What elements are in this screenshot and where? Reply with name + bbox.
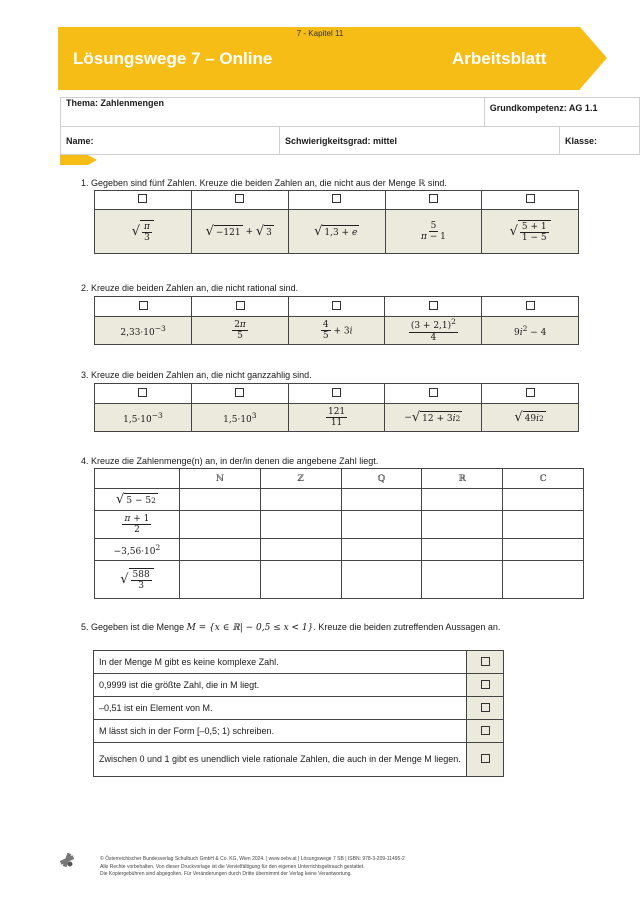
checkbox[interactable] [235, 194, 244, 203]
class-field[interactable]: Klasse: [560, 127, 640, 155]
cell[interactable] [341, 511, 422, 539]
option-3e: √ 49 i 2 [482, 404, 579, 432]
cell[interactable] [422, 511, 503, 539]
cell[interactable] [179, 511, 260, 539]
question-4-table [94, 468, 584, 599]
option-3a: $1,5\cdot 10^{-3}$ [95, 404, 192, 432]
cell[interactable] [503, 561, 584, 599]
number-4d: √ $\frac{588}{3}$ [95, 561, 180, 599]
number-4a: √ 5 − 5 2 [95, 489, 180, 511]
option-1a: √ $\frac{\pi}{3}$ [95, 210, 192, 254]
statement-5: Zwischen 0 und 1 gibt es unendlich viele rationale Zahlen, die auch in der Menge M liegen. [94, 743, 467, 777]
statement-2: 0,9999 ist die größte Zahl, die in M liegt. [94, 674, 467, 697]
number-4b: $\frac{\pi + 1}{2}$ [95, 511, 180, 539]
checkbox[interactable] [236, 301, 245, 310]
checkbox[interactable] [481, 657, 490, 666]
option-1d: $\frac{5}{\pi - 1}$ [385, 210, 482, 254]
checkbox[interactable] [429, 388, 438, 397]
checkbox[interactable] [481, 680, 490, 689]
option-2c: $\frac{4}{5}$ + 3i [288, 317, 385, 345]
footer-copyright: © Österreichischer Bundesverlag Schulbuch GmbH & Co. KG, Wien 2024. | www.oebv.at | Lösungswege 7 SB | ISBN: 978-3-209-11495-2 Alle Rechte vorbehalten. Von dieser Druckvorlage ist die Vervielfältigung für den eigenen Unterrichtsgebrauch gestattet. Die Kopiergebühren sind abgegolten. Für Veränderungen durch Dritte übernimmt der Verlag keine Verantwortung. [100, 856, 405, 877]
name-field[interactable]: Name: [61, 127, 280, 155]
checkbox[interactable] [481, 726, 490, 735]
question-2-table [94, 296, 579, 345]
checkbox[interactable] [429, 301, 438, 310]
cell[interactable] [503, 489, 584, 511]
cell[interactable] [422, 489, 503, 511]
cell[interactable] [260, 511, 341, 539]
question-1-text: 1. Gegeben sind fünf Zahlen. Kreuze die beiden Zahlen an, die nicht aus der Menge ℝ sind. [81, 178, 447, 188]
statement-1: In der Menge M gibt es keine komplexe Zahl. [94, 651, 467, 674]
checkbox[interactable] [138, 388, 147, 397]
number-4c: $-3,56\cdot 10^2$ [95, 539, 180, 561]
cell[interactable] [179, 539, 260, 561]
checkbox[interactable] [481, 754, 490, 763]
cell[interactable] [179, 561, 260, 599]
worksheet-title: Lösungswege 7 – Online [73, 49, 273, 68]
cell[interactable] [422, 561, 503, 599]
set-integer: ℤ [260, 469, 341, 489]
publisher-logo-icon [60, 853, 74, 867]
topic-cell: Thema: Zahlenmengen [61, 98, 485, 127]
statement-3: –0,51 ist ein Element von M. [94, 697, 467, 720]
question-5-text: 5. Gegeben ist die Menge M = {x ∈ ℝ| − 0,5 ≤ x < 1}. Kreuze die beiden zutreffenden Aussagen an. [81, 622, 501, 633]
option-3c: $\frac{121}{11}$ [288, 404, 385, 432]
question-3-text: 3. Kreuze die beiden Zahlen an, die nicht ganzzahlig sind. [81, 370, 312, 380]
set-rational: ℚ [341, 469, 422, 489]
option-1e: √ $\frac{5 + 1}{1 - 5}$ [482, 210, 579, 254]
statement-4: M lässt sich in der Form [–0,5; 1) schreiben. [94, 720, 467, 743]
option-2e: $9i^2 - 4$ [482, 317, 579, 345]
worksheet-type: Arbeitsblatt [452, 49, 547, 68]
checkbox[interactable] [481, 703, 490, 712]
option-1b: √ −121 + √ 3 [191, 210, 288, 254]
cell[interactable] [260, 489, 341, 511]
question-4-text: 4. Kreuze die Zahlenmenge(n) an, in der/in denen die angebene Zahl liegt. [81, 456, 379, 466]
checkbox[interactable] [526, 388, 535, 397]
checkbox[interactable] [332, 301, 341, 310]
option-2b: $\frac{2\pi}{5}$ [192, 317, 289, 345]
question-2-text: 2. Kreuze die beiden Zahlen an, die nicht rational sind. [81, 283, 299, 293]
cell[interactable] [503, 511, 584, 539]
question-1-table [94, 190, 579, 254]
competence-cell: Grundkompetenz: AG 1.1 [484, 98, 639, 127]
cell[interactable] [179, 489, 260, 511]
checkbox[interactable] [235, 388, 244, 397]
set-real: ℝ [422, 469, 503, 489]
checkbox[interactable] [526, 194, 535, 203]
cell[interactable] [422, 539, 503, 561]
checkbox[interactable] [139, 301, 148, 310]
cell[interactable] [341, 539, 422, 561]
info-table [60, 97, 640, 155]
set-definition: M = {x ∈ ℝ| − 0,5 ≤ x < 1} [186, 623, 314, 633]
set-natural: ℕ [179, 469, 260, 489]
option-1c: √ 1,3 + e [288, 210, 385, 254]
cell[interactable] [341, 489, 422, 511]
section-marker [60, 155, 88, 165]
chapter-label: 7 - Kapitel 11 [296, 29, 344, 38]
checkbox[interactable] [332, 194, 341, 203]
set-complex: ℂ [503, 469, 584, 489]
option-2d: $\frac{(3 + 2,1)^2}{4}$ [385, 317, 482, 345]
option-3d: − √ 12 + 3 i 2 [385, 404, 482, 432]
option-2a: $2,33\cdot 10^{-3}$ [95, 317, 192, 345]
checkbox[interactable] [332, 388, 341, 397]
checkbox[interactable] [429, 194, 438, 203]
cell[interactable] [260, 561, 341, 599]
question-5-table [93, 650, 504, 777]
question-3-table [94, 383, 579, 432]
cell[interactable] [341, 561, 422, 599]
option-3b: $1,5\cdot 10^3$ [191, 404, 288, 432]
difficulty-cell: Schwierigkeitsgrad: mittel [280, 127, 560, 155]
cell[interactable] [260, 539, 341, 561]
cell[interactable] [503, 539, 584, 561]
checkbox[interactable] [138, 194, 147, 203]
checkbox[interactable] [526, 301, 535, 310]
